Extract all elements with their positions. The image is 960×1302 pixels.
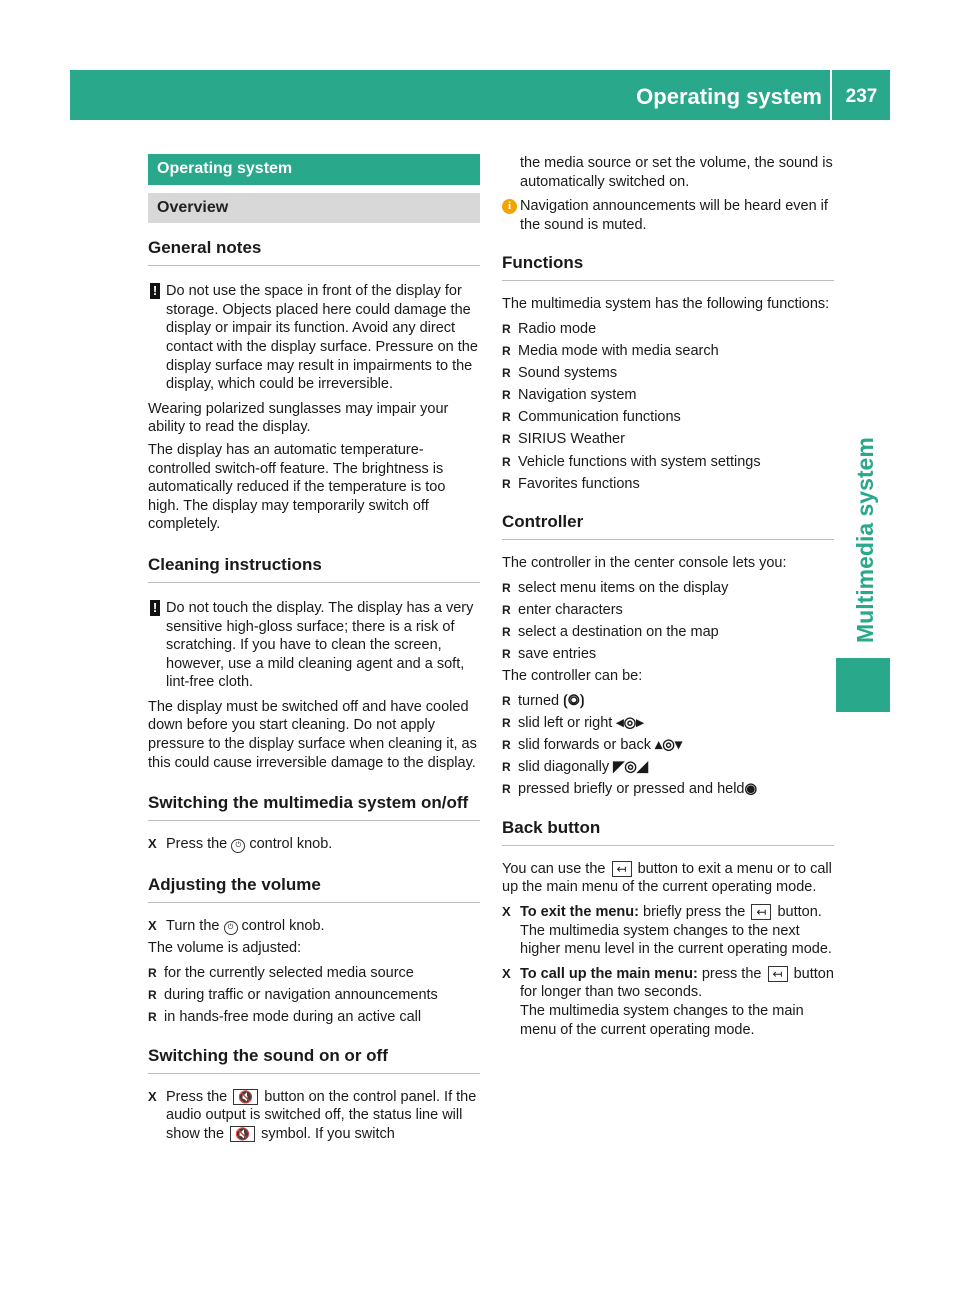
list-item-text: slid diagonally [518, 759, 610, 776]
bullet-icon: R [148, 1010, 157, 1025]
paragraph: The display must be switched off and have cooled down before you start cleaning. Do not apply pressure to the display surface when cleaning it, as this could cause irreversible damage to the display. [148, 698, 477, 771]
bullet-icon: R [502, 410, 511, 425]
bullet-icon: R [502, 344, 511, 359]
paragraph: The volume is adjusted: [148, 940, 302, 957]
controller-turn-icon: ⟮◎⟯ [563, 692, 585, 709]
section-bar-operating-system: Operating system [148, 154, 480, 185]
bullet-icon: R [148, 988, 157, 1003]
list-item-text: turned [518, 692, 560, 709]
step-text: Press the [166, 836, 228, 853]
list-item [502, 320, 834, 339]
step-text: button on the control panel. If the audio output is switched off, the status line will show the [166, 1088, 477, 1142]
list-item-text: SIRIUS Weather [518, 431, 625, 448]
step-exit-menu [502, 903, 834, 959]
list-item [502, 758, 834, 777]
controller-slide-fb-icon: ▴◎▾ [655, 736, 683, 753]
bullet-icon: R [502, 693, 511, 708]
paragraph: The controller can be: [502, 668, 643, 685]
step-text: press the [701, 965, 762, 982]
info-icon: i [502, 199, 517, 214]
bullet-icon: R [502, 366, 511, 381]
warning-cleaning [148, 599, 480, 692]
back-icon: ↤ [612, 861, 632, 877]
side-tab-label: Multimedia system [852, 437, 878, 643]
volume-list [148, 964, 480, 1027]
controller-press-icon: ◉ [744, 781, 758, 798]
paragraph: The display has an automatic temperature-controlled switch-off feature. The brightness is automatically reduced if the temperature is too high. The display may temporarily switch off completely. [148, 441, 446, 533]
page-number: 237 [845, 86, 878, 107]
left-column [148, 150, 480, 1144]
list-item-text: for the currently selected media source [164, 965, 414, 982]
heading-sound: Switching the sound on or off [148, 1045, 480, 1074]
page-header [70, 70, 890, 120]
step-arrow-icon: X [502, 903, 511, 919]
warning-general [148, 282, 480, 394]
bullet-icon: R [502, 388, 511, 403]
bullet-icon: R [502, 432, 511, 447]
bullet-icon: R [502, 454, 511, 469]
mute-icon: 🔇 [233, 1089, 258, 1105]
list-item-text: save entries [518, 646, 597, 663]
step-result: The multimedia system changes to the main menu of the current operating mode. [520, 1002, 804, 1038]
list-item-text: Sound systems [518, 365, 618, 382]
list-item-text: Radio mode [518, 320, 597, 337]
bullet-icon: R [148, 966, 157, 981]
heading-controller: Controller [502, 511, 834, 540]
list-item [502, 579, 834, 598]
step-main-menu [502, 965, 834, 1039]
text: You can use the [502, 860, 606, 877]
list-item [148, 986, 480, 1005]
paragraph: The multimedia system has the following functions: [502, 296, 830, 313]
list-item [502, 475, 834, 494]
step-text: briefly press the [643, 903, 746, 920]
list-item-text: enter characters [518, 601, 623, 618]
controller-actions-list [502, 692, 834, 799]
step-press-knob [148, 835, 480, 854]
warning-text: Do not touch the display. The display has a very sensitive high-gloss surface; there is a risk of scratching. If you have to clean the screen, however, use a mild cleaning agent and a soft, lint-free cloth. [166, 599, 474, 691]
list-item [502, 342, 834, 361]
power-knob-icon: ⏻ [231, 839, 245, 853]
info-text: Navigation announcements will be heard even if the sound is muted. [520, 198, 828, 233]
list-item-text: slid forwards or back [518, 736, 651, 753]
warning-text: Do not use the space in front of the display for storage. Objects placed here could damage the display or impair its function. Avoid any direct contact with the display surface. Pressure on the display surface may result in impairments to the display, which could be irreversible. [166, 283, 478, 393]
heading-back-button: Back button [502, 817, 834, 846]
list-item-text: Media mode with media search [518, 343, 719, 360]
functions-list [502, 320, 834, 493]
heading-general-notes: General notes [148, 237, 480, 266]
header-divider [830, 70, 832, 120]
list-item-text: slid left or right [518, 714, 613, 731]
step-arrow-icon: X [148, 917, 157, 933]
step-turn-knob [148, 917, 480, 936]
warning-icon: ! [150, 600, 160, 616]
list-item [502, 780, 834, 799]
controller-diagonal-icon: ◤◎◢ [613, 759, 649, 776]
list-item-text: Favorites functions [518, 475, 640, 492]
back-icon: ↤ [768, 966, 788, 982]
list-item-text: Communication functions [518, 409, 681, 426]
step-text: symbol. If you switch [261, 1126, 395, 1142]
heading-cleaning: Cleaning instructions [148, 554, 480, 583]
list-item [502, 386, 834, 405]
info-note [502, 197, 834, 234]
list-item [502, 692, 834, 711]
list-item [148, 1008, 480, 1027]
step-text: control knob. [249, 836, 333, 853]
step-bold: To exit the menu: [520, 903, 639, 920]
paragraph-continued: the media source or set the volume, the sound is automatically switched on. [520, 155, 833, 190]
bullet-icon: R [502, 760, 511, 775]
section-bar-overview: Overview [148, 193, 480, 224]
step-text: button for longer than two seconds. [520, 965, 834, 1001]
list-item [502, 430, 834, 449]
list-item [502, 645, 834, 664]
step-text: button. [777, 903, 822, 920]
bullet-icon: R [502, 625, 511, 639]
list-item-text: select menu items on the display [518, 579, 729, 596]
right-column [502, 154, 834, 1039]
header-title: Operating system [636, 84, 822, 109]
list-item [502, 601, 834, 620]
mute-icon: 🔇 [230, 1126, 255, 1142]
paragraph [502, 860, 834, 897]
heading-functions: Functions [502, 252, 834, 281]
warning-icon: ! [150, 283, 160, 299]
heading-switching: Switching the multimedia system on/off [148, 792, 480, 821]
text: button to exit a menu or to call up the main menu of the current operating mode. [502, 860, 832, 896]
back-icon: ↤ [751, 904, 771, 920]
bullet-icon: R [502, 580, 511, 595]
step-text: control knob. [241, 917, 325, 934]
list-item-text: Navigation system [518, 387, 637, 404]
list-item [502, 408, 834, 427]
paragraph: Wearing polarized sunglasses may impair your ability to read the display. [148, 400, 449, 436]
bullet-icon: R [502, 782, 511, 797]
list-item [148, 964, 480, 983]
heading-volume: Adjusting the volume [148, 874, 480, 903]
list-item-text: in hands-free mode during an active call [164, 1009, 422, 1026]
controller-uses-list [502, 579, 834, 664]
bullet-icon: R [502, 715, 511, 730]
step-text: Press the [166, 1088, 228, 1105]
list-item-text: during traffic or navigation announcements [164, 987, 438, 1004]
list-item [502, 714, 834, 733]
bullet-icon: R [502, 321, 511, 336]
list-item [502, 623, 834, 642]
bullet-icon: R [502, 476, 511, 491]
paragraph: The controller in the center console lets you: [502, 555, 787, 572]
bullet-icon: R [502, 602, 511, 617]
controller-slide-lr-icon: ◂◎▸ [616, 714, 644, 731]
list-item-text: select a destination on the map [518, 624, 719, 640]
step-mute [148, 1088, 480, 1144]
list-item [502, 453, 834, 472]
step-arrow-icon: X [148, 836, 157, 852]
step-result: The multimedia system changes to the next higher menu level in the current operating mode. [520, 922, 832, 958]
list-item [502, 736, 834, 755]
bullet-icon: R [502, 647, 511, 662]
step-text: Turn the [166, 917, 220, 934]
bullet-icon: R [502, 737, 511, 752]
step-arrow-icon: X [148, 1088, 157, 1104]
list-item [502, 364, 834, 383]
power-knob-icon: ⏻ [224, 921, 238, 935]
step-bold: To call up the main menu: [520, 965, 698, 982]
list-item-text: pressed briefly or pressed and held [518, 781, 745, 798]
side-tab-block [836, 658, 890, 712]
list-item-text: Vehicle functions with system settings [518, 453, 761, 470]
step-arrow-icon: X [502, 965, 511, 981]
